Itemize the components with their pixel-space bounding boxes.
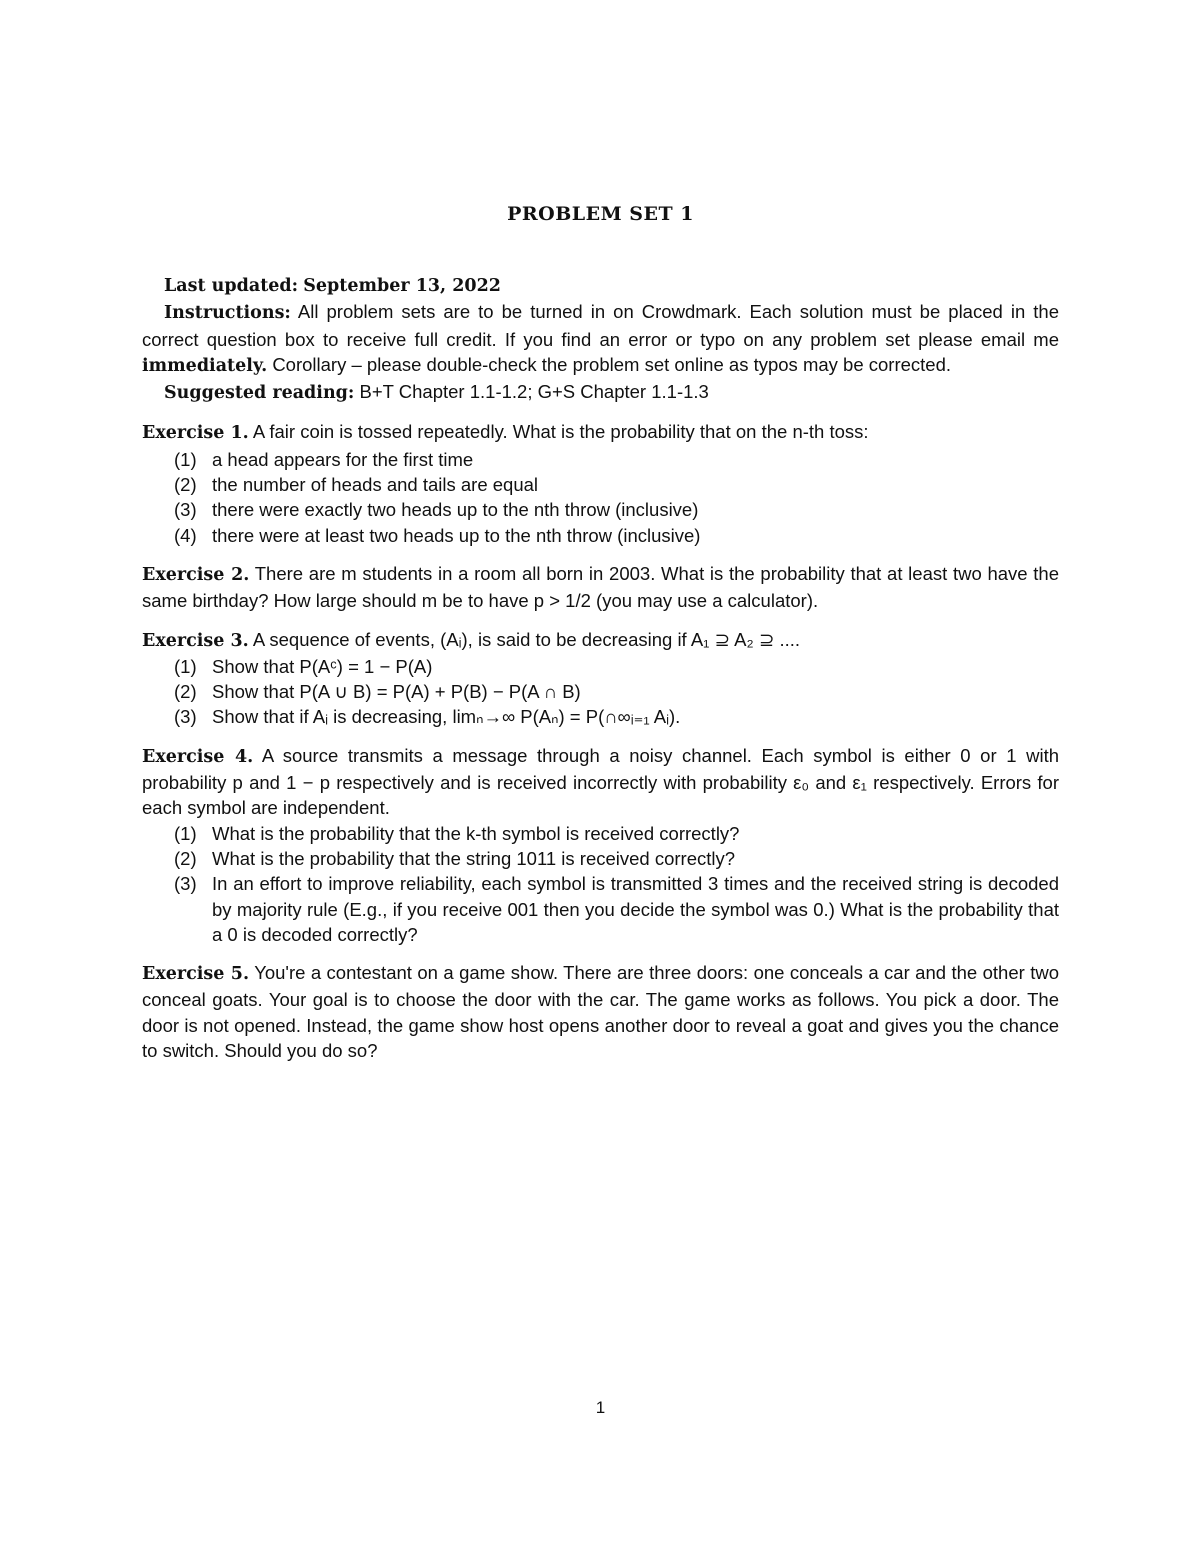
exercise-label: Exercise 3. [142,630,249,651]
exercise-item [142,472,1059,497]
exercise-label: Exercise 5. [142,964,250,985]
suggested-reading-line [142,379,1059,406]
item-text: the number of heads and tails are equal [212,474,539,496]
last-updated-label: Last updated: [164,276,299,296]
item-text: Show that if Aᵢ is decreasing, limₙ→∞ P(Aₙ) = P(∩∞ᵢ₌₁ Aᵢ). [212,706,681,728]
exercise-label: Exercise 4. [142,746,254,767]
exercise-item-list [142,654,1059,730]
instructions-paragraph [142,299,1059,379]
item-number: (1) [174,822,197,844]
exercise-statement [142,743,1059,821]
exercise-item [142,704,1059,729]
exercise-text: A fair coin is tossed repeatedly. What is the probability that on the n-th toss: [252,421,869,443]
suggested-reading-text: B+T Chapter 1.1-1.2; G+S Chapter 1.1-1.3 [359,381,709,403]
item-number: (2) [174,681,197,703]
exercise-item [142,523,1059,548]
item-text: What is the probability that the string 1011 is received correctly? [212,847,736,869]
exercise-statement [142,561,1059,614]
exercise-label: Exercise 2. [142,564,250,585]
exercise-1 [142,419,1059,547]
exercise-3 [142,627,1059,730]
page-number: 1 [595,1398,606,1417]
exercise-item [142,447,1059,472]
instructions-text-2: Corollary – please double-check the problem set online as typos may be corrected. [272,353,952,375]
item-text: Show that P(A ∪ B) = P(A) + P(B) − P(A ∩ B) [212,681,581,703]
item-number: (3) [174,499,197,521]
exercise-item [142,821,1059,846]
exercise-5 [142,960,1059,1063]
last-updated-line [142,272,1059,299]
instructions-text-1: All problem sets are to be turned in on Crowdmark. Each solution must be placed in the correct question box to receive full credit. If you find an error or typo on any problem set please email me [142,301,1059,350]
item-text: Show that P(Aᶜ) = 1 − P(A) [212,655,433,677]
exercise-2 [142,561,1059,614]
exercise-item [142,846,1059,871]
suggested-reading-label: Suggested reading: [164,383,355,404]
item-number: (2) [174,474,197,496]
item-text: a head appears for the first time [212,448,474,470]
item-number: (3) [174,706,197,728]
exercise-label: Exercise 1. [142,423,249,444]
exercise-text: There are m students in a room all born in 2003. What is the probability that at least two have the same birthday? How large should m be to have p > 1/2 (you may use a calculator). [142,562,1060,612]
exercise-statement [142,960,1059,1063]
exercise-4 [142,743,1059,947]
exercise-item [142,871,1059,947]
item-text: there were at least two heads up to the nth throw (inclusive) [212,524,701,546]
item-number: (4) [174,524,197,546]
instructions-label: Instructions: [164,303,291,324]
exercise-statement [142,419,1059,446]
exercise-text: A sequence of events, (Aᵢ), is said to be decreasing if A₁ ⊇ A₂ ⊇ .... [252,628,801,650]
exercise-item-list [142,447,1059,548]
item-text: there were exactly two heads up to the nth throw (inclusive) [212,499,699,521]
exercise-statement [142,627,1059,654]
exercise-text: You're a contestant on a game show. There are three doors: one conceals a car and the other two conceal goats. Your goal is to choose the door with the car. The game works as follows. You pick a door. The door is not opened. Instead, the game show host opens another door to reveal a goat and gives you the chance to switch. Should you do so? [142,962,1060,1062]
exercise-item [142,679,1059,704]
last-updated-value: September 13, 2022 [303,276,501,296]
exercise-item [142,654,1059,679]
exercise-item [142,497,1059,522]
item-number: (3) [174,873,197,895]
document-body [142,272,1059,1063]
instructions-emphasis: immediately. [142,355,268,376]
item-text: What is the probability that the k-th symbol is received correctly? [212,822,740,844]
item-number: (1) [174,448,197,470]
item-number: (2) [174,847,197,869]
item-text: In an effort to improve reliability, each symbol is transmitted 3 times and the received string is decoded by majority rule (E.g., if you receive 001 then you decide the symbol was 0.) What is the probability that a 0 is decoded correctly? [212,873,1059,945]
exercise-text: A source transmits a message through a noisy channel. Each symbol is either 0 or 1 with probability p and 1 − p respectively and is received incorrectly with probability ε₀ and ε₁ respectively. Errors for each symbol are independent. [142,744,1059,819]
item-number: (1) [174,655,197,677]
page-title: PROBLEM SET 1 [507,203,694,225]
exercise-item-list [142,821,1059,947]
